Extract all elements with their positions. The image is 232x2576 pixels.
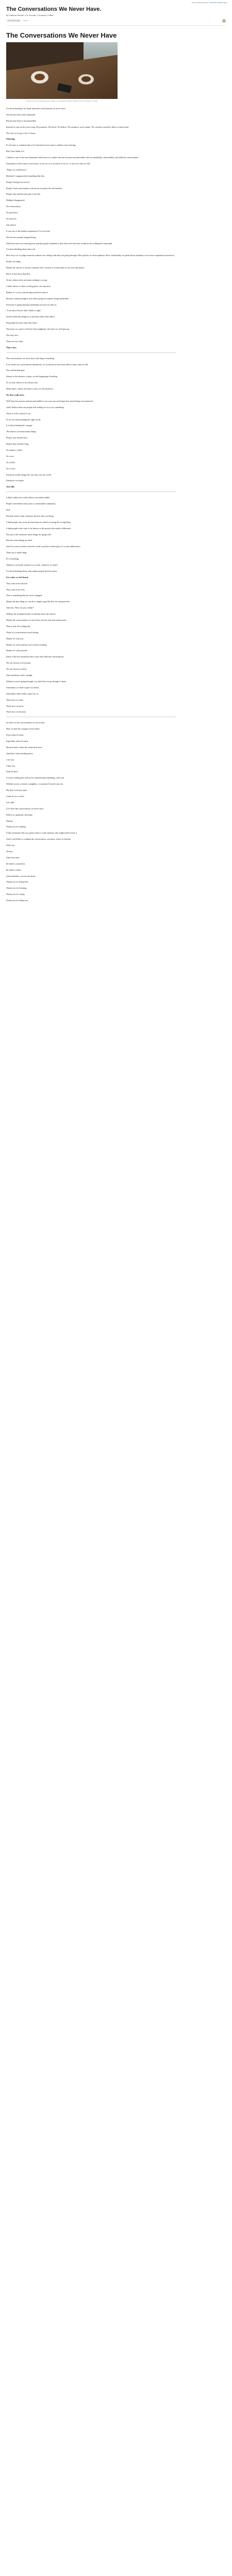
post-date: Feb 26 [23, 20, 28, 22]
article-paragraph: I've been thinking a lot lately about the conversations we never have. [6, 107, 66, 110]
article-paragraph: It was one of the hardest experiences I've ever had. [6, 229, 51, 232]
article-paragraph: But people become what they know. [6, 321, 38, 325]
article-paragraph: Recently I reapproached something like this. [6, 174, 45, 177]
article-paragraph: People we judge. [6, 260, 21, 263]
header-divider [6, 25, 226, 26]
article-paragraph: My door is always open. [6, 789, 28, 792]
article-paragraph: And I've come to believe that the world would be a better place if we just talked more. [6, 545, 81, 548]
article-paragraph: Especially when it's hard. [6, 739, 28, 742]
article-paragraph: So it's not about finding the right words. [6, 418, 41, 421]
meta-row [6, 19, 226, 23]
article-paragraph: That's how we become. [6, 710, 27, 714]
article-paragraph: It's become so common that we've learned to move past it without even noticing. [6, 144, 76, 147]
article-paragraph: I think people stay away because they are afraid of saying the wrong thing. [6, 520, 71, 523]
article-paragraph: That's how. [6, 346, 17, 349]
article-paragraph: Not just in the moments when things are going well. [6, 533, 52, 536]
hero-image [6, 42, 118, 99]
article-paragraph: I think it's one of the most dominant reflections of a culture that has become uncomfortable with accountability, vulnerability, and difficult conversations. [6, 156, 139, 159]
article-paragraph: May we find the courage to have them. [6, 727, 40, 731]
article-paragraph: Multiple disappeared. [6, 199, 25, 202]
article-paragraph: Thank you for being you. [6, 899, 28, 902]
article-paragraph: People often believe they have a comfortable community. [6, 502, 56, 505]
article-paragraph: "Hope we would know" [6, 168, 27, 171]
article-paragraph: We can choose to listen. [6, 668, 27, 671]
article-paragraph: Not because people stopped being. [6, 235, 37, 239]
article-paragraph: How easy it is to judge someone without ever asking what they are going through. How quickly we form opinions. How comfortably we speak about situations we've never experienced ourselves. [6, 254, 175, 257]
article-paragraph: But also when things are hard. [6, 539, 32, 542]
article-paragraph: Darlene [6, 819, 13, 822]
article-paragraph: If we made our conversations intentional, we would never have been able to deny what we did. [6, 363, 89, 366]
article-paragraph: People I had grown to love. [6, 180, 30, 183]
article-paragraph: I didn't realize how often silence can mask trouble. [6, 496, 51, 499]
article-paragraph: Because that's where the connection lives. [6, 745, 43, 749]
article-paragraph: And remember: you are not alone. [6, 874, 36, 877]
article-paragraph: Thank you for listening. [6, 887, 27, 890]
article-paragraph: Othering. [6, 138, 15, 141]
article-paragraph: But because they're uncomfortable. [6, 119, 37, 122]
article-paragraph: If this resonated with you, please share it with someone who might need to hear it. [6, 832, 78, 835]
byline: By Darlene Rendón, Co-Founder | Occupied Coffee [6, 14, 54, 16]
coffee-cup-icon [31, 71, 48, 83]
article-paragraph: That's not a small thing. [6, 551, 27, 554]
image-caption: A table set for two, steaming cups of coffee on a weathered surface, waiting for the conversation to begin. [26, 100, 98, 102]
article-paragraph: Some of the best moments have come from difficult conversations. [6, 655, 64, 658]
meta-left [6, 19, 28, 22]
article-paragraph: Or maybe a coffee. [6, 448, 23, 451]
article-paragraph: That's how it works. [6, 698, 24, 701]
article-paragraph: Maybe it's with yourself. [6, 649, 28, 652]
article-paragraph: But they need to hear someone ask how they are doing. [6, 514, 54, 517]
coffee-cup-icon [78, 74, 94, 84]
article-paragraph: Maybe it's with someone you've been avoiding. [6, 643, 47, 646]
article-paragraph: There are two sides. [6, 340, 24, 343]
article-paragraph: Sometimes it feels easier to not know, to not see it, to not have to face it, to not own what we did. [6, 162, 91, 165]
article-paragraph: Silence is the absence of pain, not the beginning of healing. [6, 375, 58, 378]
article-title: The Conversations We Never Have [6, 31, 117, 39]
article-paragraph: The more we come to feel free from judgment, the more we will open up. [6, 328, 70, 331]
article-paragraph: And that's where healing starts. [6, 752, 34, 755]
article-paragraph: Be kind to yourselves. [6, 862, 26, 865]
article-paragraph: And ask, "How are you, really?" [6, 606, 35, 609]
article-paragraph: They want to be seen. [6, 588, 25, 591]
article-paragraph: Because caring enough to ask what's going on requires being vulnerable. [6, 297, 69, 300]
article-paragraph: But it is also more than that. [6, 273, 31, 276]
article-paragraph: Whatever you're going through, you don't have to go through it alone. [6, 680, 67, 683]
article-paragraph: So we ask, silence is not always safe. [6, 381, 39, 384]
article-paragraph: So here's to the conversations we never have. [6, 721, 45, 724]
article-paragraph: We can choose to be present. [6, 662, 31, 665]
article-paragraph: Social media has taught us to perform rather than reflect. [6, 315, 56, 318]
author-avatar[interactable] [222, 19, 226, 23]
article-paragraph: With care. [6, 844, 15, 847]
article-paragraph: Still. [6, 509, 11, 511]
article [0, 6, 232, 902]
article-paragraph: Just silence. [6, 223, 17, 226]
article-paragraph: Let's talk. [6, 801, 15, 804]
article-paragraph: Just talk. [6, 485, 15, 488]
subtitle-pill[interactable]: Add subtitle label [6, 19, 21, 22]
article-paragraph: Not only now. [6, 333, 19, 336]
article-paragraph: Sometimes we hold a space for others. [6, 686, 40, 689]
article-paragraph: Not because they aren't important. [6, 113, 36, 116]
article-paragraph: Maybe the answer is not just someone else's version of events built on our own discomfort. [6, 266, 85, 269]
article-paragraph: Or a voice. [6, 467, 16, 470]
article-paragraph: Until next time. [6, 856, 20, 859]
article-paragraph: I think people truly want to be known as the person who made a difference. [6, 527, 72, 530]
article-paragraph: Maybe the best thing we can do is simply open the door for someone else. [6, 600, 71, 603]
article-paragraph: It is about finding the courage. [6, 424, 33, 427]
article-paragraph: It's everything. [6, 557, 19, 561]
post-title: The Conversations We Never Have. [6, 6, 102, 12]
article-paragraph: No answers. [6, 217, 17, 221]
article-paragraph: I've been thinking about that a lot. [6, 248, 36, 251]
article-paragraph: Be kind to others. [6, 868, 22, 871]
article-paragraph: Someone would change the way they saw the world. [6, 473, 52, 476]
section-divider [6, 352, 176, 353]
article-paragraph: Thank you for being here. [6, 880, 29, 884]
article-paragraph: Let's have the conversations we never have. [6, 807, 44, 810]
article-paragraph: There is still so much to say. [6, 412, 31, 415]
article-paragraph: Everyone is going through something you have no idea of. [6, 303, 57, 306]
wooden-table [6, 54, 118, 99]
article-paragraph: This is something that has never changed. [6, 594, 43, 597]
article-paragraph: To me, silence does not mean nothing is wrong. [6, 278, 47, 281]
article-paragraph: Somehow we forget. [6, 479, 24, 482]
article-paragraph: Thank you for reading. [6, 825, 26, 828]
article-paragraph: Sometimes others hold a space for us. [6, 692, 39, 695]
article-paragraph: That is why I'm writing this. [6, 624, 31, 628]
article-paragraph: The silence can mean many things. [6, 430, 37, 433]
top-banner-text: You're viewing this post? [191, 1, 209, 4]
top-banner-link[interactable]: Subscribe to Mao's News [209, 1, 227, 4]
article-paragraph: What hurt most was noticing how quickly people vanished as they knew the fork they would not be walking the same path. [6, 242, 113, 245]
article-paragraph: And if you'd like to continue the conversation, you know where to find me. [6, 838, 72, 841]
article-paragraph: It is when we feel heard. [6, 575, 29, 579]
article-paragraph: Maybe the conversations we never have are the ones that matter most. [6, 619, 67, 622]
article-paragraph: But I don't think it is. [6, 150, 25, 153]
article-paragraph: The conversations we never have still shape everything. [6, 357, 55, 360]
article-paragraph: Even when it's hard. [6, 734, 24, 737]
article-paragraph: No questions. [6, 211, 19, 214]
article-body [6, 107, 176, 902]
article-paragraph: And I believe there are people still waiting for us to say something. [6, 405, 64, 409]
article-paragraph: They want to be noticed. [6, 582, 28, 585]
article-paragraph: Come in for a coffee. [6, 794, 25, 798]
article-paragraph: I hear you. [6, 764, 16, 767]
article-paragraph: We'll become anxious and uncomfortable in our own way and forget how much being seen mattered. [6, 399, 93, 402]
article-paragraph: And I'm here. [6, 770, 18, 773]
article-paragraph: Instead we stay on the fence long. We postpone. We hover. We deflect. We assume it won't matter. We convince ourselves there's a better time. [6, 125, 129, 128]
article-paragraph: Without the assumption that we already know the answer. [6, 613, 56, 616]
article-paragraph: Whether you're a friend, a neighbor, or someone I haven't met yet. [6, 783, 63, 786]
article-paragraph: I've been thinking about what makes people feel less alone. [6, 569, 58, 572]
article-paragraph: And sometimes, that's enough. [6, 674, 33, 677]
article-paragraph: Maybe they needed a hug. [6, 443, 29, 446]
article-paragraph: Or a hello. [6, 461, 15, 464]
article-paragraph: We don't talk more. [6, 393, 25, 396]
article-paragraph: That's how we grow. [6, 704, 24, 707]
article-paragraph: There is a conversation worth having. [6, 631, 39, 634]
article-paragraph: "I can only tell you what I think is right." [6, 309, 42, 312]
article-paragraph: Many times, silence becomes a story we tell ourselves. [6, 387, 54, 391]
article-paragraph: I see you. [6, 758, 15, 761]
article-paragraph: With love, gratitude, and hope. [6, 813, 33, 816]
article-paragraph: Thank you for caring. [6, 893, 25, 896]
article-paragraph: Or a text. [6, 454, 14, 457]
top-banner [0, 0, 232, 5]
article-paragraph: Rather, it's a way of protecting ourselves from it. [6, 291, 48, 294]
article-paragraph: Tho I bet yo've got a few of those. [6, 131, 36, 134]
article-paragraph: People I had conversations with about everyday life and families. [6, 187, 63, 190]
article-paragraph: I think silence is often a resting place, not rejection. [6, 284, 51, 287]
article-paragraph: If you're reading this and you're experiencing something, reach out. [6, 776, 65, 779]
article-paragraph: Maybe it's with you. [6, 637, 24, 640]
article-paragraph: No conversation. [6, 205, 21, 208]
article-paragraph: Whatever we build, whatever we create, whatever we share. [6, 564, 58, 567]
article-paragraph: People who had become part of my life. [6, 193, 41, 196]
article-paragraph: Always. [6, 850, 13, 853]
article-paragraph: Not without dialogue. [6, 369, 25, 372]
article-paragraph: People who needed love. [6, 436, 28, 439]
